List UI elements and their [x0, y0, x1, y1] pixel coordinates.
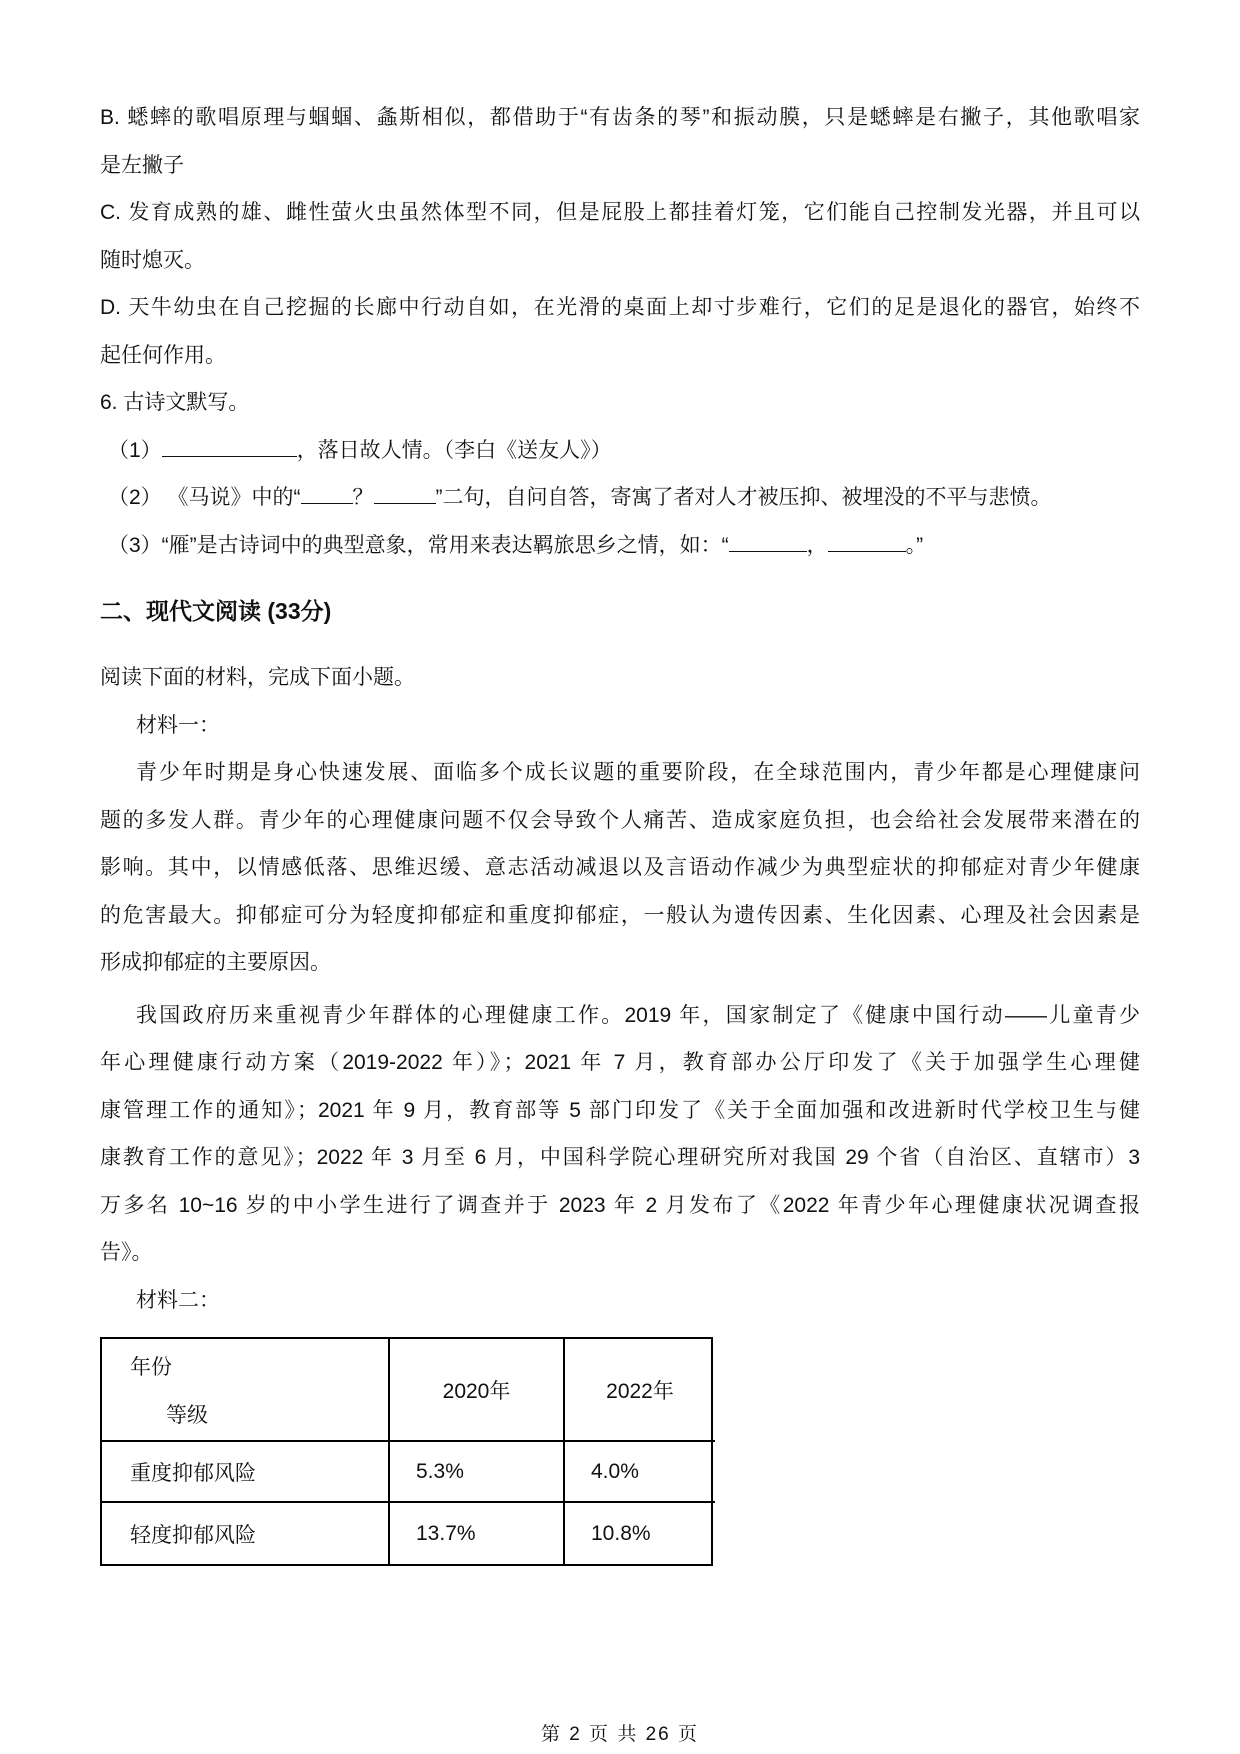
fill-in-blank	[374, 479, 436, 504]
question6-item1	[100, 427, 1140, 475]
q6-item2-pre: （2） 《马说》中的“	[108, 486, 301, 509]
q6-item3-mid: ，	[806, 533, 828, 557]
option-b-line1: B. 蟋蟀的歌唱原理与蝈蝈、螽斯相似，都借助于“有齿条的琴”和振动膜，只是蟋蟀是右撇子，其他歌唱家	[100, 106, 1140, 129]
mild-2022-value: 10.8%	[591, 1521, 651, 1545]
q6-item3-post: 。”	[905, 533, 924, 557]
section2-heading: 二、现代文阅读 (33分)	[100, 598, 332, 624]
material1-line3: 影响。其中，以情感低落、思维迟缓、意志活动减退以及言语动作减少为典型症状的抑郁症对青少年健康	[100, 856, 1140, 879]
question6-title: 6. 古诗文默写。	[100, 391, 250, 414]
question6-item3	[100, 522, 1140, 570]
material1-para2-line5: 万多名 10~16 岁的中小学生进行了调查并于 2023 年 2 月发布了《2022 年青少年心理健康状况调查报	[100, 1193, 1140, 1217]
option-d-line2: 起任何作用。	[100, 343, 226, 367]
q6-item2-post: ”二句，自问自答，寄寓了者对人才被压抑、被埋没的不平与悲愤。	[435, 486, 1052, 509]
q6-item1-post: ，落日故人情。（李白《送友人》）	[296, 438, 612, 462]
severe-2022-value: 4.0%	[565, 1442, 715, 1503]
material1-para2-line2: 年心理健康行动方案（2019-2022 年）》；2021 年 7 月，教育部办公厅印发了《关于加强学生心理健	[100, 1051, 1140, 1074]
table-header-2022: 2022年	[565, 1339, 715, 1442]
option-c-line1: C. 发育成熟的雄、雌性萤火虫虽然体型不同，但是屁股上都挂着灯笼，它们能自己控制发光器，并且可以	[100, 201, 1140, 224]
q6-item1-pre: （1）	[108, 438, 162, 462]
row-label-severe: 重度抑郁风险	[102, 1442, 390, 1503]
material1-para2-line1: 我国政府历来重视青少年群体的心理健康工作。2019 年，国家制定了《健康中国行动——儿童青少	[136, 1003, 1140, 1027]
fill-in-blank	[729, 527, 807, 552]
material1-line1: 青少年时期是身心快速发展、面临多个成长议题的重要阶段，在全球范围内，青少年都是心理健康问	[136, 761, 1140, 784]
material1-label: 材料一：	[136, 713, 220, 737]
depression-risk-table	[100, 1337, 713, 1566]
q6-item2-mid: ？	[352, 486, 374, 509]
material1-line5: 形成抑郁症的主要原因。	[100, 951, 331, 974]
material1-para2-line4: 康教育工作的意见》；2022 年 3 月至 6 月，中国科学院心理研究所对我国 29 个省（自治区、直辖市）3	[100, 1146, 1140, 1169]
material1-line4: 的危害最大。抑郁症可分为轻度抑郁症和重度抑郁症，一般认为遗传因素、生化因素、心理及社会因素是	[100, 903, 1140, 927]
row-label-mild: 轻度抑郁风险	[102, 1503, 390, 1564]
question6-item2	[100, 474, 1140, 522]
option-c-line2: 随时熄灭。	[100, 248, 205, 272]
table-row-severe	[102, 1442, 711, 1503]
option-d-line1: D. 天牛幼虫在自己挖掘的长廊中行动自如，在光滑的桌面上却寸步难行，它们的足是退化的器官，始终不	[100, 296, 1140, 319]
severe-2020-value: 5.3%	[390, 1442, 565, 1503]
fill-in-blank	[828, 527, 906, 552]
material1-para2-line6: 告》。	[100, 1241, 153, 1264]
table-row-mild	[102, 1503, 711, 1564]
option-b-line2: 是左撇子	[100, 153, 184, 177]
fill-in-blank	[162, 432, 297, 457]
table-header-2020: 2020年	[390, 1339, 565, 1442]
reading-intro: 阅读下面的材料，完成下面小题。	[100, 666, 415, 689]
corner-label-level: 等级	[166, 1404, 208, 1427]
mild-2020-value: 13.7%	[390, 1503, 565, 1564]
fill-in-blank	[301, 479, 353, 504]
table-header-row	[102, 1339, 711, 1442]
corner-label-year: 年份	[130, 1356, 172, 1379]
page-number-footer: 第 2 页 共 26 页	[540, 1724, 700, 1745]
material1-para2-line3: 康管理工作的通知》；2021 年 9 月，教育部等 5 部门印发了《关于全面加强和改进新时代学校卫生与健	[100, 1098, 1140, 1122]
material2-label: 材料二：	[136, 1288, 220, 1312]
table-corner-cell	[102, 1339, 390, 1442]
q6-item3-pre: （3）“雁”是古诗词中的典型意象，常用来表达羁旅思乡之情，如：“	[108, 533, 729, 557]
material1-line2: 题的多发人群。青少年的心理健康问题不仅会导致个人痛苦、造成家庭负担，也会给社会发展带来潜在的	[100, 808, 1140, 832]
